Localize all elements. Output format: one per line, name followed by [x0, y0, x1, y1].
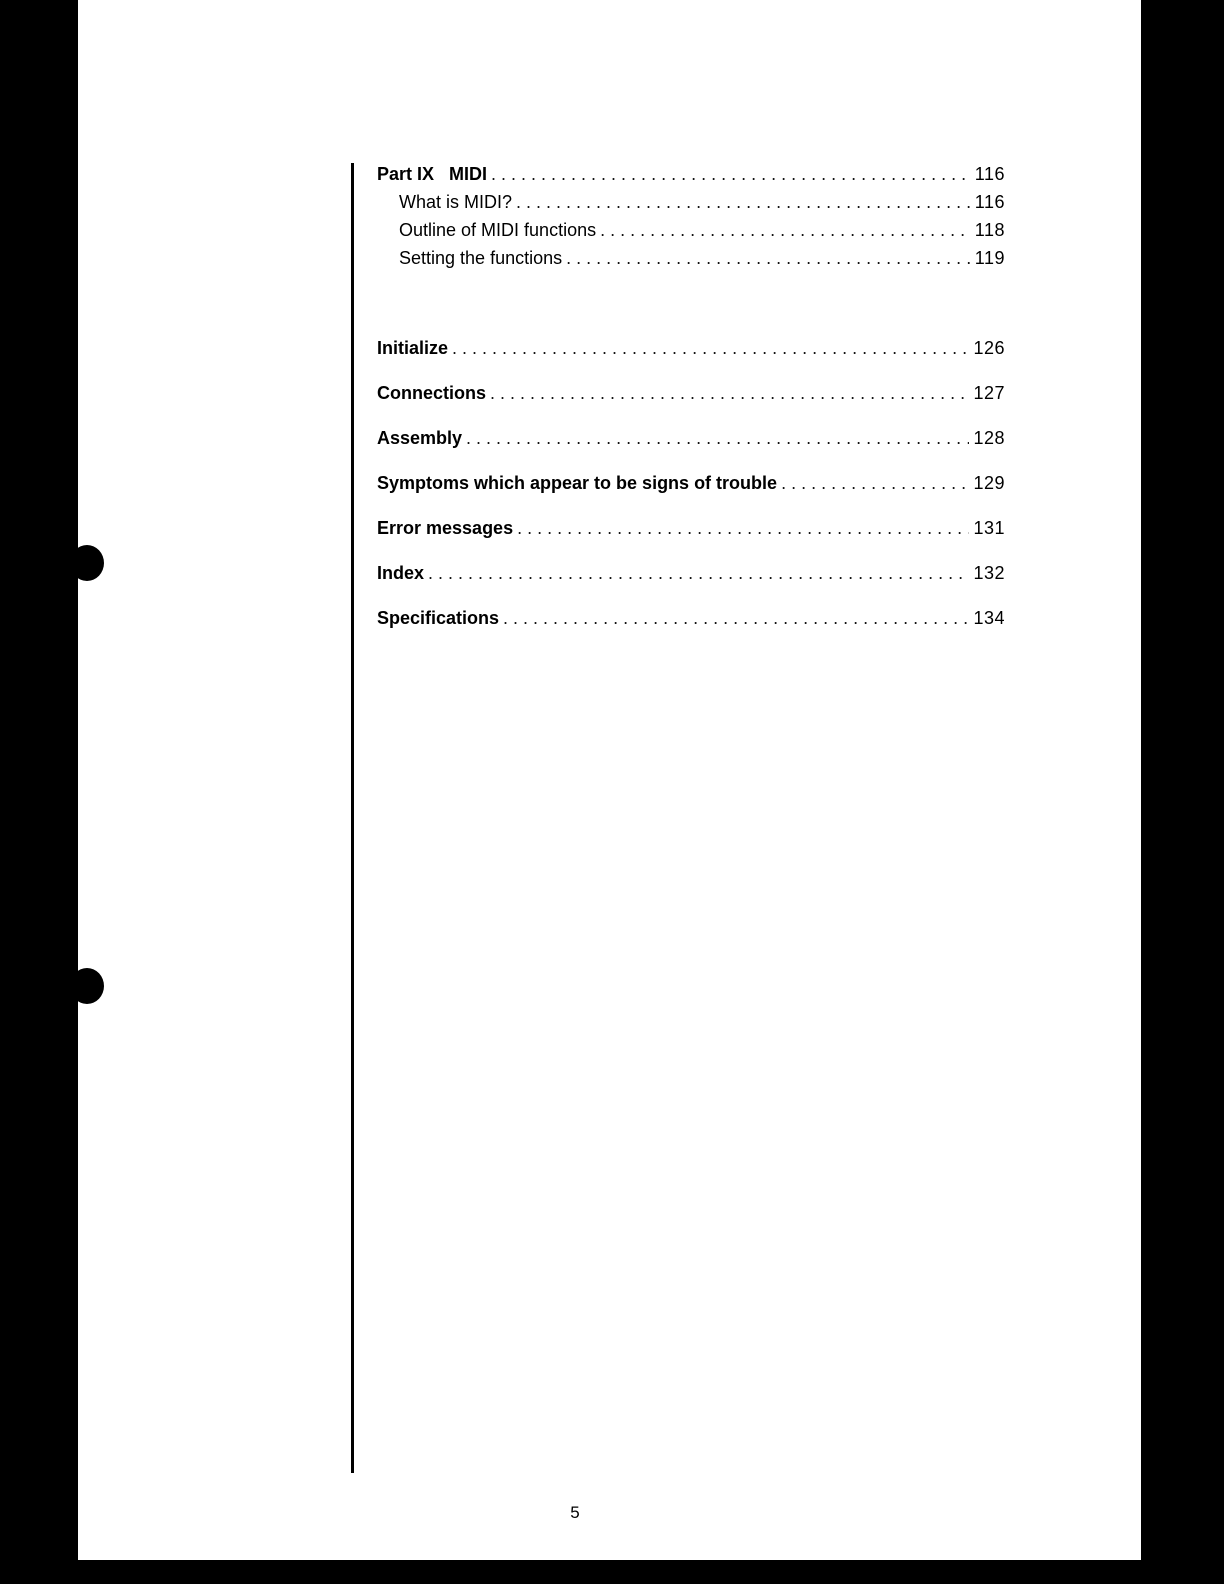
toc-entry-title: Initialize: [377, 338, 449, 358]
toc-entry-page: 129: [973, 473, 1005, 493]
toc-subentry[interactable]: [377, 188, 1005, 216]
toc-entry[interactable]: [377, 559, 1005, 587]
toc-entry-title: Specifications: [377, 608, 500, 628]
toc-entry-page: 127: [973, 383, 1005, 403]
toc-entry-page: 126: [973, 338, 1005, 358]
toc-subentry-title: Outline of MIDI functions: [399, 220, 597, 240]
toc-entry[interactable]: [377, 424, 1005, 452]
leader-dots: [781, 469, 969, 497]
toc-entry-page: 131: [973, 518, 1005, 538]
toc-subentry[interactable]: [377, 244, 1005, 272]
margin-rule: [351, 163, 354, 1473]
toc-subentry-page: 116: [974, 192, 1005, 212]
toc-subentry-page: 119: [974, 248, 1005, 268]
section-gap: [377, 272, 1005, 334]
toc-entry-title: Assembly: [377, 428, 463, 448]
toc-subentry-title: What is MIDI?: [399, 192, 513, 212]
toc-entry[interactable]: [377, 469, 1005, 497]
toc-subentry-title: Setting the functions: [399, 248, 563, 268]
leader-dots: [503, 604, 969, 632]
scan-left-edge: [52, 0, 78, 1584]
leader-dots: [517, 514, 969, 542]
leader-dots: [566, 244, 971, 272]
scan-right-edge: [1141, 0, 1161, 1584]
toc-entry-title: Part IX MIDI: [377, 164, 488, 184]
toc-entry[interactable]: [377, 514, 1005, 542]
toc-entry[interactable]: [377, 604, 1005, 632]
toc-entry-page: 134: [973, 608, 1005, 628]
toc-entry-page: 132: [973, 563, 1005, 583]
leader-dots: [490, 379, 969, 407]
toc-entry-title: Connections: [377, 383, 487, 403]
leader-dots: [600, 216, 971, 244]
toc-entry-title: Index: [377, 563, 425, 583]
toc-entry-page: 116: [974, 164, 1005, 184]
leader-dots: [491, 160, 971, 188]
leader-dots: [516, 188, 971, 216]
toc-entry-title: Error messages: [377, 518, 514, 538]
toc-entry-title: Symptoms which appear to be signs of trouble: [377, 473, 778, 493]
punch-hole-bottom: [70, 968, 104, 1004]
toc-entry-page: 128: [973, 428, 1005, 448]
toc-part-ix[interactable]: [377, 160, 1005, 188]
toc-entry[interactable]: [377, 379, 1005, 407]
leader-dots: [452, 334, 969, 362]
toc-subentry[interactable]: [377, 216, 1005, 244]
punch-hole-top: [70, 545, 104, 581]
page-number: 5: [570, 1503, 580, 1522]
table-of-contents: [377, 160, 1005, 649]
toc-subentry-page: 118: [974, 220, 1005, 240]
leader-dots: [466, 424, 969, 452]
leader-dots: [428, 559, 969, 587]
toc-entry[interactable]: [377, 334, 1005, 362]
